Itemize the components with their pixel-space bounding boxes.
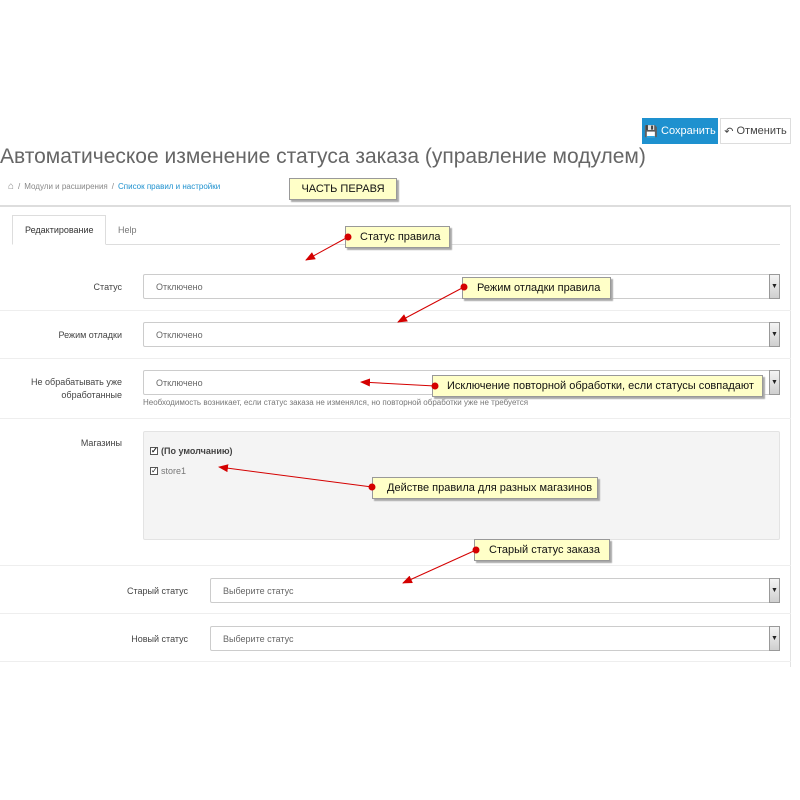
home-icon[interactable]: ⌂: [8, 181, 15, 192]
annotation-status: Статус правила: [345, 226, 450, 248]
checkbox-checked-icon: ✓: [151, 466, 158, 475]
tab-edit[interactable]: Редактирование: [12, 215, 106, 245]
status-select[interactable]: Отключено ▼: [143, 274, 780, 299]
status-label: Статус: [93, 282, 122, 292]
skip-select[interactable]: Отключено ▼: [143, 370, 780, 395]
arrow-dot: [345, 234, 351, 240]
arrow-dot: [369, 484, 375, 490]
save-button[interactable]: 💾 Сохранить: [642, 118, 718, 144]
annotation-debug: Режим отладки правила: [462, 277, 611, 299]
old-status-label: Старый статус: [127, 586, 188, 596]
checkbox-checked-icon: ✓: [151, 446, 158, 455]
reply-icon: ↶: [724, 125, 734, 138]
arrow-dot: [432, 383, 438, 389]
breadcrumb: ⌂ / Модули и расширения / Список правил и настройки: [8, 181, 221, 192]
chevron-down-icon: ▼: [769, 578, 780, 603]
skip-label: Не обрабатывать уже обработанные: [31, 377, 122, 400]
floppy-icon: 💾: [644, 125, 659, 138]
annotation-skip: Исключение повторной обработки, если статусы совпадают: [432, 375, 763, 397]
arrow: [361, 382, 435, 386]
old-status-select[interactable]: Выберите статус ▼: [210, 578, 780, 603]
arrow: [398, 287, 464, 322]
annotation-part: ЧАСТЬ ПЕРАВЯ: [289, 178, 397, 200]
new-status-select[interactable]: Выберите статус ▼: [210, 626, 780, 651]
arrow: [403, 550, 476, 583]
cancel-button[interactable]: ↶ Отменить: [720, 118, 791, 144]
stores-label: Магазины: [80, 438, 122, 448]
store-checkbox-store1[interactable]: ✓ store1: [151, 466, 187, 476]
arrow-dot: [473, 547, 479, 553]
skip-help: Необходимость возникает, если статус заказа не изменялся, но повторной обработки уже не требуется: [143, 398, 529, 407]
arrow: [306, 237, 348, 260]
annotation-stores: Действе правила для разных магазинов: [372, 477, 598, 499]
tab-help[interactable]: Help: [118, 225, 137, 235]
chevron-down-icon: ▼: [769, 626, 780, 651]
store-checkbox-default[interactable]: ✓ (По умолчанию): [151, 446, 233, 456]
new-status-label: Новый статус: [131, 634, 188, 644]
arrow-dot: [461, 284, 467, 290]
breadcrumb-modules[interactable]: Модули и расширения: [24, 182, 108, 191]
chevron-down-icon: ▼: [769, 322, 780, 347]
breadcrumb-rules[interactable]: Список правил и настройки: [118, 182, 221, 191]
chevron-down-icon: ▼: [769, 274, 780, 299]
arrow: [219, 467, 372, 487]
chevron-down-icon: ▼: [769, 370, 780, 395]
debug-select[interactable]: Отключено ▼: [143, 322, 780, 347]
annotation-old-status: Старый статус заказа: [474, 539, 610, 561]
page-title: Автоматическое изменение статуса заказа (управление модулем): [0, 145, 646, 168]
debug-label: Режим отладки: [58, 330, 122, 340]
